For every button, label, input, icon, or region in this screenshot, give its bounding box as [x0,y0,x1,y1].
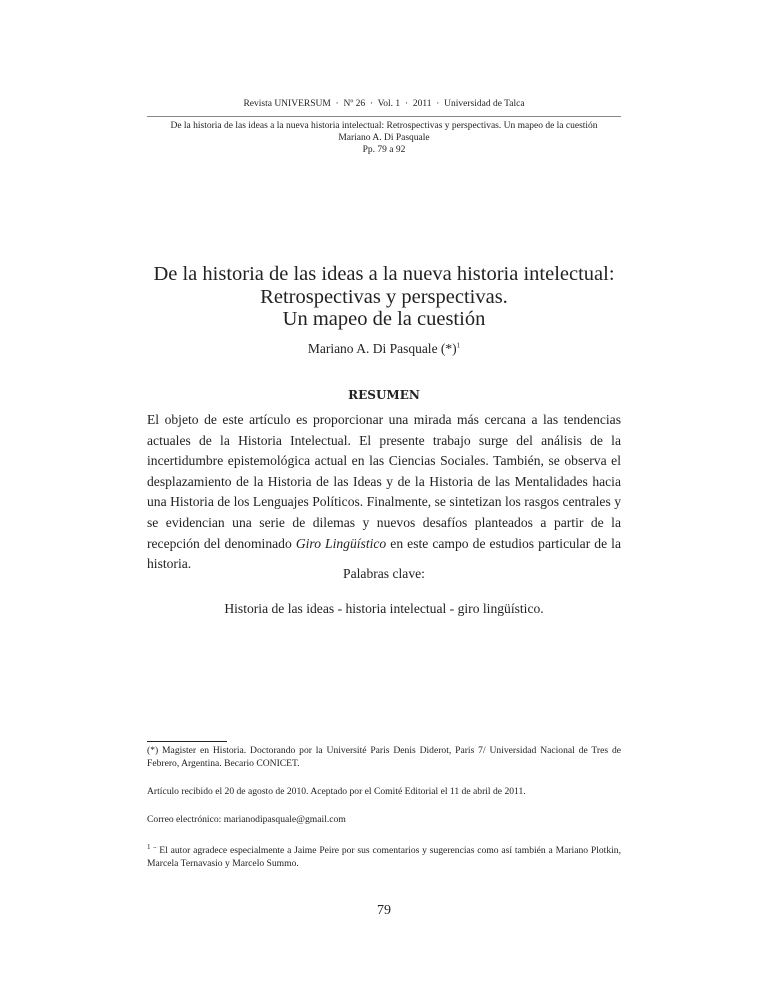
footnote-email: Correo electrónico: marianodipasquale@gmail.com [147,814,346,825]
abstract-heading: RESUMEN [348,388,420,402]
footnote-rule [147,741,227,742]
footnote-mark: 1 [147,843,151,851]
title-line: Retrospectivas y perspectivas. [260,285,508,308]
page-number: 79 [377,903,391,918]
abstract-body-end: en este campo de estudios particular de la historia. [147,535,621,572]
page-range: Pp. 79 a 92 [362,145,406,155]
footnote-author: (*) Magister en Historia. Doctorando por la Université Paris Denis Diderot, Paris 7/ Universidad Nacional de Tres de Febrero, Argentina. Becario CONICET. [147,745,621,769]
journal-header: Revista UNIVERSUM · Nº 26 · Vol. 1 · 2011 · Universidad de Talca [243,99,525,109]
keywords-label: Palabras clave: [343,566,425,581]
running-author: Mariano A. Di Pasquale [338,133,430,143]
header-rule [147,116,621,117]
keywords: Historia de las ideas - historia intelectual - giro lingüístico. [224,601,544,616]
footnote-received: Artículo recibido el 20 de agosto de 2010. Aceptado por el Comité Editorial el 11 de abril de 2011. [147,786,526,797]
footnote-1 [147,841,621,870]
article-title [0,263,768,331]
running-title: De la historia de las ideas a la nueva historia intelectual: Retrospectivas y perspectivas. Un mapeo de la cuestión [170,121,598,131]
author-line [0,341,768,357]
abstract-body: El objeto de este artículo es proporcionar una mirada más cercana a las tendencias actuales de la Historia Intelectual. El presente trabajo surge del análisis de la incertidumbre epistemológica actual en las Ciencias Sociales. También, se observa el desplazamiento de la Historia de las Ideas y de la Historia de las Mentalidades hacia una Historia de los Lenguajes Políticos. Finalmente, se sintetizan los rasgos centrales y se evidencian una serie de dilemas y nuevos desafíos planteados a partir de la recepción del denominado [147,412,621,551]
title-line: Un mapeo de la cuestión [282,308,486,330]
title-line: De la historia de las ideas a la nueva historia intelectual: [153,263,615,285]
footnote-text: ¨ El autor agradece especialmente a Jaime Peire por sus comentarios y sugerencias como así también a Mariano Plotkin, Marcela Ternavasio y Marcelo Summo. [147,845,621,870]
author-name: Mariano A. Di Pasquale (*) [307,341,457,356]
footnote-ref: 1 [456,341,461,350]
abstract-italic: Giro Lingüístico [295,535,387,551]
abstract-text [147,410,621,575]
